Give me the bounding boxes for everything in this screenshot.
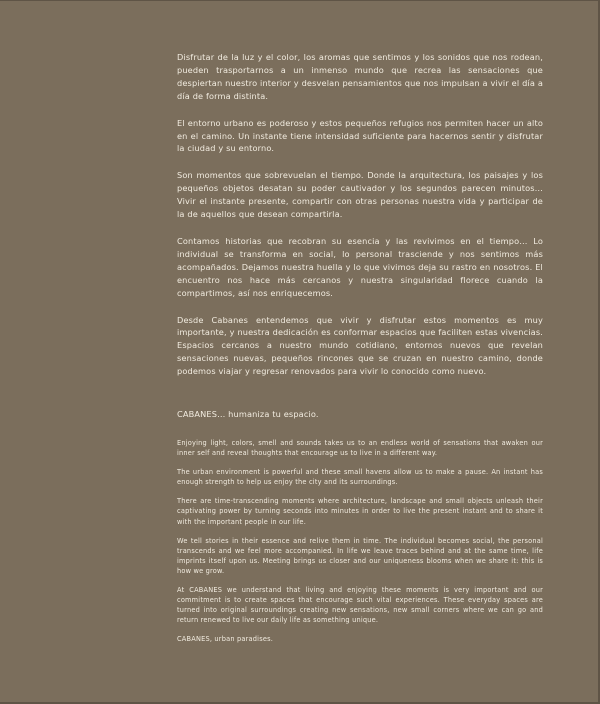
spanish-paragraph-2: El entorno urbano es poderoso y estos pequeños refugios nos permiten hacer un alto en el camino. Un instante tiene intensidad suficiente para hacernos sentir y disfrutar la ciudad y su entorno. (177, 117, 543, 154)
page-border-top (0, 0, 600, 1)
english-paragraph-4: We tell stories in their essence and relive them in time. The individual becomes social, the personal transcends and we feel more accompanied. In life we leave traces behind and at the same time, life imprints itself upon us. Meeting brings us closer and our uniqueness blooms when we share it: this is how we grow. (177, 536, 543, 575)
english-paragraph-3: There are time-transcending moments where architecture, landscape and small objects unleash their captivating power by turning seconds into minutes in order to live the present instant and to share it with the important people in our life. (177, 497, 543, 526)
spanish-paragraph-1: Disfrutar de la luz y el color, los aromas que sentimos y los sonidos que nos rodean, pueden trasportarnos a un inmenso mundo que recrea las sensaciones que despiertan nuestro interior y desvelan pensamientos que nos impulsan a vivir el día a día de forma distinta. (177, 52, 543, 101)
spanish-tagline: CABANES… humaniza tu espacio. (177, 409, 319, 420)
spanish-paragraph-3: Son momentos que sobrevuelan el tiempo. Donde la arquitectura, los paisajes y los pequeños objetos desatan su poder cautivador y los segundos parecen minutos… Vivir el instante presente, compartir con otras personas nuestra vida y participar de la de aquellos que desean compartirla. (177, 170, 543, 220)
english-text-section (177, 438, 543, 654)
spanish-paragraph-4: Contamos historias que recobran su esencia y las revivimos en el tiempo… Lo individual se transforma en social, lo personal trasciende y nos sentimos más acompañados. Dejamos nuestra huella y lo que vivimos deja su rastro en nosotros. El encuentro nos hace más cercanos y nuestra singularidad florece cuando la compartimos, así nos enriquecemos. (177, 235, 543, 298)
english-paragraph-5: At CABANES we understand that living and enjoying these moments is very important and our commitment is to create spaces that encourage such vital experiences. These everyday spaces are turned into original surroundings creating new sensations, new small corners where we can go and return renewed to live our daily life as something unique. (177, 586, 543, 625)
english-tagline: CABANES, urban paradises. (177, 635, 274, 644)
english-paragraph-1: Enjoying light, colors, smell and sounds takes us to an endless world of sensations that awaken our inner self and reveal thoughts that encourage us to live in a different way. (177, 439, 543, 458)
spanish-text-section (177, 51, 543, 435)
english-paragraph-2: The urban environment is powerful and these small havens allow us to make a pause. An instant has enough strength to help us enjoy the city and its surroundings. (177, 468, 543, 487)
spanish-paragraph-5: Desde Cabanes entendemos que vivir y disfrutar estos momentos es muy importante, y nuestra dedicación es conformar espacios que faciliten estas vivencias. Espacios cercanos a nuestro mundo cotidiano, entornos nuevos que revelan sensaciones nuevas, pequeños rincones que se cruzan en nuestro camino, donde podemos viajar y regresar renovados para vivir lo conocido como nuevo. (177, 314, 543, 377)
